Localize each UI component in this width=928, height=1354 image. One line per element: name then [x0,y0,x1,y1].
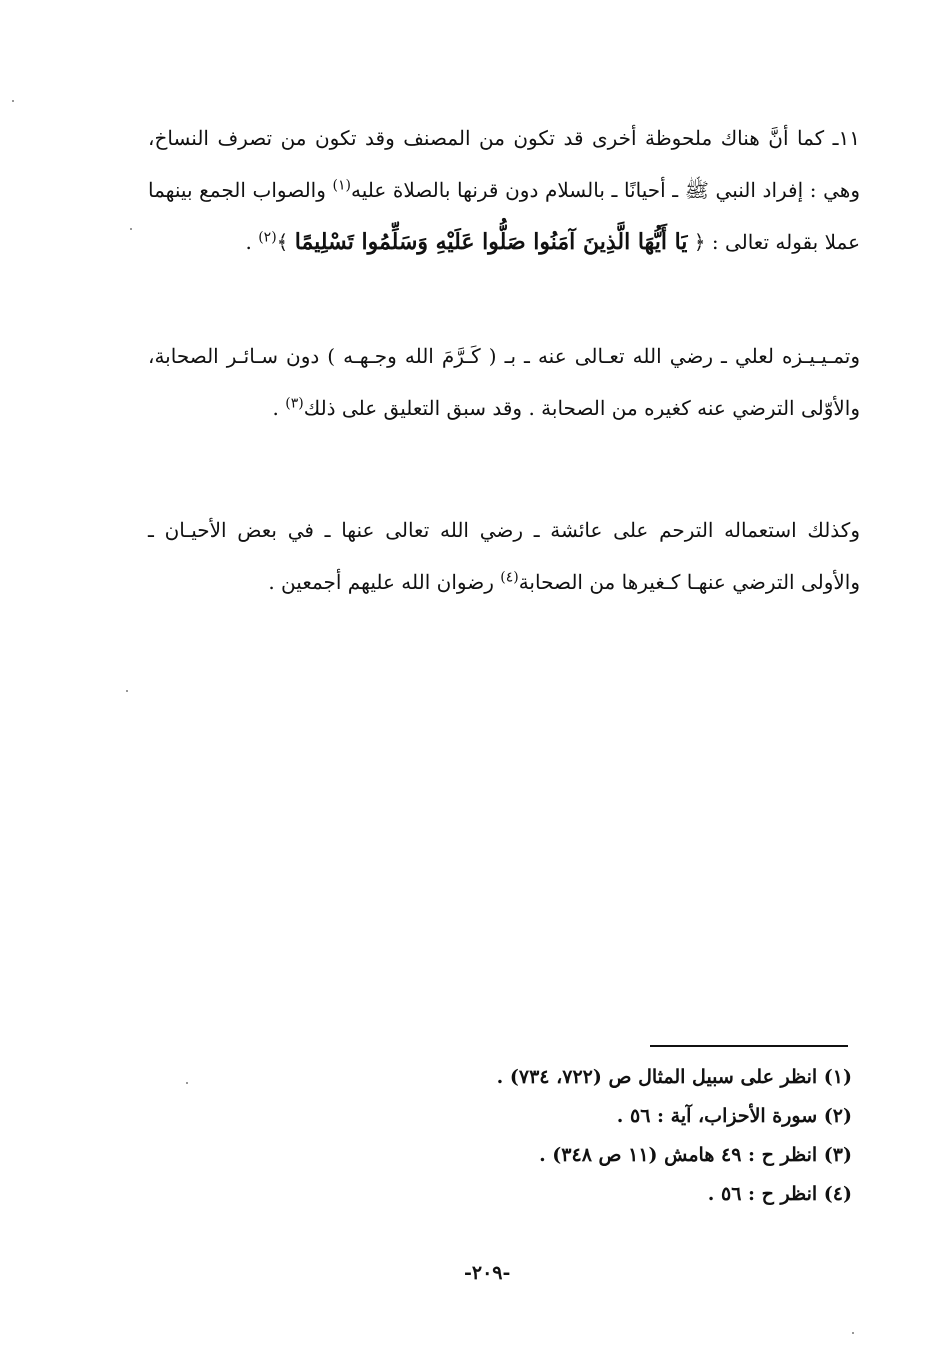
footnote-2: (٢) سورة الأحزاب، آية : ٥٦ . [616,1105,852,1127]
footnote-ref-2: (٢) [258,229,277,246]
footnote-divider [650,1045,848,1047]
footnotes-list [360,1058,852,1214]
paragraph-1-mid: والصواب الجمع بينهما عملا بقوله تعالى : ﴿ [148,178,860,254]
paragraph-2-text: وتمـيـيـزه لعلي ـ رضي الله تعـالى عنه ـ بـ ( كَـرَّمَ الله وجـهـه ) دون سـائـر الصحابة، والأوّلى الترضي عنه كغيره من الصحابة . وقد سبق التعليق على ذلك [148,344,860,420]
paragraph-2 [148,330,860,434]
footnote-1: (١) انظر على سبيل المثال ص (٧٢٢، ٧٣٤) . [496,1066,852,1088]
paragraph-3 [148,504,860,608]
scan-speck [12,100,14,102]
quran-close: ﴾ [276,230,295,254]
paragraph-3-end: رضوان الله عليهم أجمعين . [268,570,501,594]
page-number: -٢٠٩- [464,1262,511,1284]
scan-speck [852,1332,854,1334]
paragraph-1-text: ١١ـ كما أنَّ هناك ملحوظة أخرى قد تكون من المصنف وقد تكون من تصرف النساخ، وهي : إفراد النبي ﷺ ـ أحيانًا ـ بالسلام دون قرنها بالصلاة عليه [148,126,860,202]
scan-speck [130,228,132,230]
paragraph-2-end: . [272,396,286,420]
quran-verse: يَا أَيُّهَا الَّذِينَ آمَنُوا صَلُّوا عَلَيْهِ وَسَلِّمُوا تَسْلِيمًا [294,229,688,255]
footnote-4: (٤) انظر ح : ٥٦ . [707,1183,852,1205]
footnote-ref-3: (٣) [285,395,304,412]
footnote-ref-4: (٤) [500,569,519,586]
paragraph-3-text: وكذلك استعماله الترحم على عائشة ـ رضي الله تعالى عنها ـ في بعض الأحيـان ـ والأولى الترضي عنهـا كـغيرها من الصحابة [148,518,860,594]
paragraph-1 [148,112,860,268]
footnote-ref-1: (١) [332,177,351,194]
footnote-3: (٣) انظر ح : ٤٩ هامش (١١ ص ٣٤٨) . [539,1144,852,1166]
scan-speck [126,690,128,692]
paragraph-1-end: . [245,230,259,254]
scan-speck [186,1082,188,1084]
